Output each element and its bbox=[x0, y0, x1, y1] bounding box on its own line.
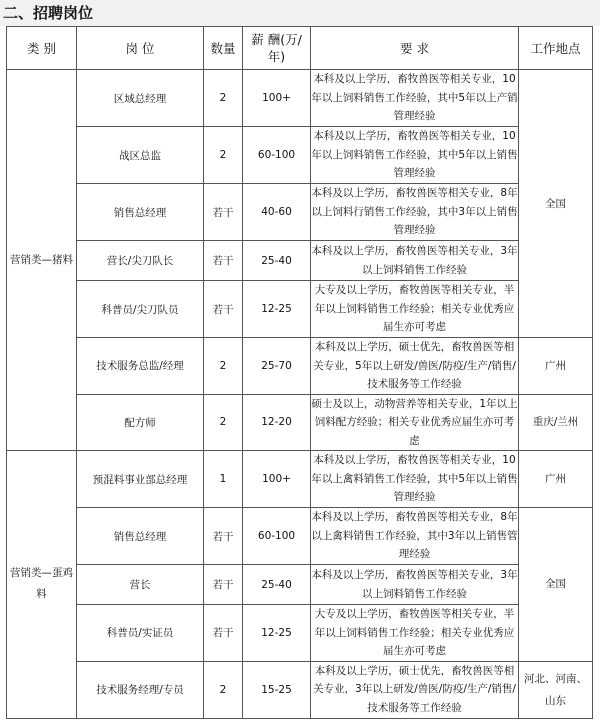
table-header-row bbox=[7, 27, 593, 70]
location-cell: 广州 bbox=[519, 338, 593, 395]
table-row bbox=[7, 70, 593, 127]
location-cell: 全国 bbox=[519, 70, 593, 338]
requirements-cell: 大专及以上学历，畜牧兽医等相关专业，半年以上饲料销售工作经验；相关专业优秀应届生亦可考虑 bbox=[311, 281, 519, 338]
position-cell: 配方师 bbox=[77, 394, 204, 451]
salary-cell: 40-60 bbox=[243, 184, 311, 241]
count-cell: 2 bbox=[204, 70, 243, 127]
salary-cell: 12-20 bbox=[243, 394, 311, 451]
salary-cell: 12-25 bbox=[243, 281, 311, 338]
table-row bbox=[7, 394, 593, 451]
header-category: 类 别 bbox=[7, 27, 77, 70]
header-location: 工作地点 bbox=[519, 27, 593, 70]
position-cell: 营长 bbox=[77, 565, 204, 605]
count-cell: 2 bbox=[204, 394, 243, 451]
requirements-cell: 本科及以上学历，硕士优先，畜牧兽医等相关专业，3年以上研发/兽医/防疫/生产/销售/技术服务等工作经验 bbox=[311, 661, 519, 718]
count-cell: 若干 bbox=[204, 605, 243, 662]
requirements-cell: 本科及以上学历，畜牧兽医等相关专业，3年以上饲料销售工作经验 bbox=[311, 241, 519, 281]
table-row bbox=[7, 241, 593, 281]
position-cell: 预混料事业部总经理 bbox=[77, 451, 204, 508]
requirements-cell: 本科及以上学历，畜牧兽医等相关专业，10年以上禽料销售工作经验，其中5年以上销售管理经验 bbox=[311, 451, 519, 508]
table-row bbox=[7, 184, 593, 241]
salary-cell: 12-25 bbox=[243, 605, 311, 662]
header-requirements: 要 求 bbox=[311, 27, 519, 70]
recruitment-table bbox=[6, 26, 593, 719]
count-cell: 2 bbox=[204, 338, 243, 395]
header-count: 数量 bbox=[204, 27, 243, 70]
count-cell: 2 bbox=[204, 661, 243, 718]
location-cell: 河北、河南、山东 bbox=[519, 661, 593, 718]
location-cell: 广州 bbox=[519, 451, 593, 508]
salary-cell: 25-40 bbox=[243, 241, 311, 281]
position-cell: 区域总经理 bbox=[77, 70, 204, 127]
category-cell: 营销类—猪料 bbox=[7, 70, 77, 451]
location-cell: 重庆/兰州 bbox=[519, 394, 593, 451]
requirements-cell: 本科及以上学历，硕士优先，畜牧兽医等相关专业，5年以上研发/兽医/防疫/生产/销售/技术服务等工作经验 bbox=[311, 338, 519, 395]
position-cell: 营长/尖刀队长 bbox=[77, 241, 204, 281]
table-row bbox=[7, 451, 593, 508]
requirements-cell: 本科及以上学历，畜牧兽医等相关专业，3年以上饲料销售工作经验 bbox=[311, 565, 519, 605]
count-cell: 2 bbox=[204, 127, 243, 184]
table-row bbox=[7, 281, 593, 338]
salary-cell: 25-70 bbox=[243, 338, 311, 395]
position-cell: 科普员/尖刀队员 bbox=[77, 281, 204, 338]
table-row bbox=[7, 661, 593, 718]
header-position: 岗 位 bbox=[77, 27, 204, 70]
count-cell: 若干 bbox=[204, 508, 243, 565]
salary-cell: 100+ bbox=[243, 451, 311, 508]
position-cell: 战区总监 bbox=[77, 127, 204, 184]
section-heading: 二、招聘岗位 bbox=[0, 0, 600, 26]
requirements-cell: 本科及以上学历，畜牧兽医等相关专业，10年以上饲料销售工作经验，其中5年以上销售管理经验 bbox=[311, 127, 519, 184]
count-cell: 若干 bbox=[204, 184, 243, 241]
table-row bbox=[7, 127, 593, 184]
salary-cell: 100+ bbox=[243, 70, 311, 127]
salary-cell: 15-25 bbox=[243, 661, 311, 718]
requirements-cell: 本科及以上学历，畜牧兽医等相关专业，8年以上禽料销售工作经验，其中3年以上销售管理经验 bbox=[311, 508, 519, 565]
position-cell: 技术服务经理/专员 bbox=[77, 661, 204, 718]
position-cell: 科普员/实证员 bbox=[77, 605, 204, 662]
count-cell: 若干 bbox=[204, 565, 243, 605]
position-cell: 销售总经理 bbox=[77, 184, 204, 241]
table-row bbox=[7, 605, 593, 662]
count-cell: 1 bbox=[204, 451, 243, 508]
table-row bbox=[7, 508, 593, 565]
position-cell: 技术服务总监/经理 bbox=[77, 338, 204, 395]
salary-cell: 60-100 bbox=[243, 127, 311, 184]
location-cell: 全国 bbox=[519, 508, 593, 662]
category-cell: 营销类—蛋鸡料 bbox=[7, 451, 77, 719]
requirements-cell: 硕士及以上，动物营养等相关专业，1年以上饲料配方经验；相关专业优秀应届生亦可考虑 bbox=[311, 394, 519, 451]
salary-cell: 60-100 bbox=[243, 508, 311, 565]
requirements-cell: 本科及以上学历，畜牧兽医等相关专业，10年以上饲料销售工作经验，其中5年以上产销管理经验 bbox=[311, 70, 519, 127]
count-cell: 若干 bbox=[204, 281, 243, 338]
position-cell: 销售总经理 bbox=[77, 508, 204, 565]
table-row bbox=[7, 338, 593, 395]
requirements-cell: 本科及以上学历，畜牧兽医等相关专业，8年以上饲料行销售工作经验，其中3年以上销售管理经验 bbox=[311, 184, 519, 241]
header-salary: 薪 酬(万/年) bbox=[243, 27, 311, 70]
requirements-cell: 大专及以上学历，畜牧兽医等相关专业，半年以上饲料销售工作经验；相关专业优秀应届生亦可考虑 bbox=[311, 605, 519, 662]
count-cell: 若干 bbox=[204, 241, 243, 281]
salary-cell: 25-40 bbox=[243, 565, 311, 605]
table-row bbox=[7, 565, 593, 605]
